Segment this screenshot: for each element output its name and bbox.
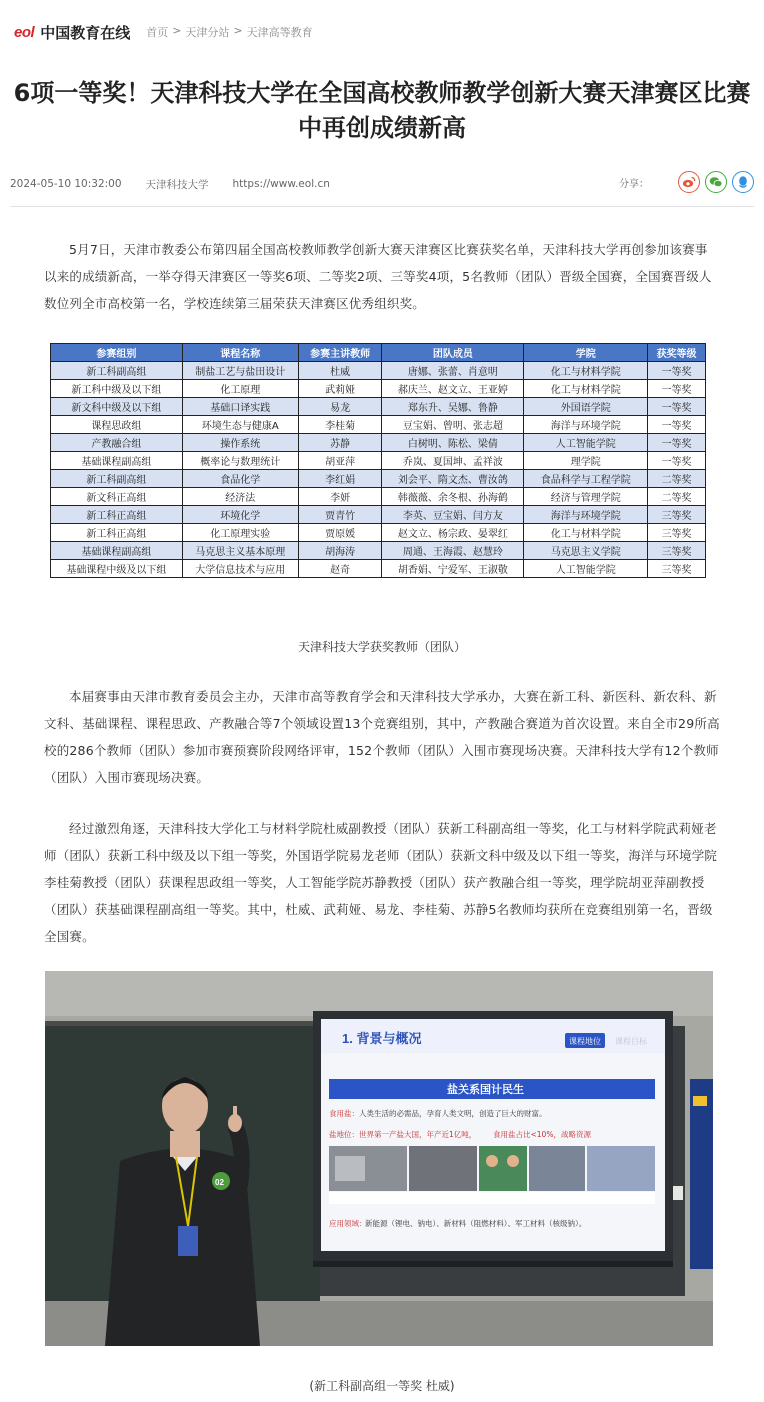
table-cell: 二等奖 [648,488,706,506]
article-title: 6项一等奖！天津科技大学在全国高校教师教学创新大赛天津赛区比赛中再创成绩新高 [13,79,751,142]
table-cell: 人工智能学院 [524,560,648,578]
table-cell: 新工科正高组 [51,506,183,524]
paragraph-event: 本届赛事由天津市教育委员会主办，天津市高等教育学会和天津科技大学承办，大赛在新工科、新医科、新农科、新文科、基础课程、课程思政、产教融合等7个领域设置13个竞赛组别，其中，产教融合赛道为首次设置。来自全市29所高校的286个教师（团队）参加市赛预赛阶段网络评审，152个教师（团队）入围市赛现场决赛。天津科技大学有12个教师（团队）入围市赛现场决赛。 [44,689,720,785]
table-cell: 基础课程副高组 [51,542,183,560]
table-cell: 新文科正高组 [51,488,183,506]
table-row [51,434,706,452]
award-table [50,343,706,578]
table-cell: 基础课程中级及以下组 [51,560,183,578]
table-header-cell: 团队成员 [382,344,524,362]
table-cell: 刘会平、隋文杰、曹汝鸽 [382,470,524,488]
table-row [51,380,706,398]
table-cell: 一等奖 [648,434,706,452]
table-cell: 基础课程副高组 [51,452,183,470]
table-cell: 三等奖 [648,560,706,578]
table-cell: 基础口译实践 [182,398,298,416]
table-cell: 李红娟 [298,470,382,488]
share-bar [619,171,754,193]
slide-line2-text: 世界第一产盐大国，年产近1亿吨， [359,1130,477,1139]
breadcrumb-higher-education[interactable]: 天津高等教育 [246,26,313,39]
table-cell: 马克思主义学院 [524,542,648,560]
table-cell: 三等奖 [648,542,706,560]
table-cell: 白树明、陈松、梁倩 [382,434,524,452]
table-cell: 海洋与环境学院 [524,506,648,524]
breadcrumb-home[interactable]: 首页 [146,26,169,39]
table-cell: 经济与管理学院 [524,488,648,506]
table-cell: 李英、豆宝娟、闫方友 [382,506,524,524]
slide-tab-inactive: 课程目标 [615,1037,647,1046]
weibo-share-button[interactable] [678,171,700,193]
table-cell: 胡海涛 [298,542,382,560]
table-cell: 理学院 [524,452,648,470]
table-cell: 赵奇 [298,560,382,578]
table-cell: 赵文立、杨宗政、晏翠红 [382,524,524,542]
table-cell: 三等奖 [648,524,706,542]
table-cell: 乔岚、夏国坤、孟祥波 [382,452,524,470]
site-logo[interactable] [14,22,130,43]
table-cell: 郑东升、吴娜、鲁静 [382,398,524,416]
table-cell: 贾青竹 [298,506,382,524]
table-cell: 武莉娅 [298,380,382,398]
table-cell: 一等奖 [648,416,706,434]
article-source: 天津科技大学 [145,178,209,191]
site-header [14,20,313,44]
table-cell: 胡香娟、宁爱军、王淑敬 [382,560,524,578]
table-cell: 胡亚萍 [298,452,382,470]
slide-line2-highlight: 食用盐占比<10%，战略资源 [493,1130,591,1139]
table-cell: 操作系统 [182,434,298,452]
table-cell: 二等奖 [648,470,706,488]
table-cell: 新工科副高组 [51,362,183,380]
slide-line1-text: 人类生活的必需品，孕育人类文明，创造了巨大的财富。 [359,1109,547,1118]
table-cell: 新工科副高组 [51,470,183,488]
slide-tab-active: 课程地位 [569,1037,601,1046]
slide-line1-label: 食用盐： [329,1109,359,1118]
table-row [51,488,706,506]
table-cell: 新工科中级及以下组 [51,380,183,398]
breadcrumb-tianjin[interactable]: 天津分站 [185,26,230,39]
table-row [51,416,706,434]
table-header-cell: 参赛组别 [51,344,183,362]
slide-line3-text: 新能源（锂电、钠电）、新材料（阻燃材料）、军工材料（核级钠）。 [365,1219,587,1228]
qq-icon [737,175,749,189]
table-cell: 化工与材料学院 [524,380,648,398]
logo-mark: eol [14,23,35,41]
table-cell: 化工与材料学院 [524,524,648,542]
slide-line3-label: 应用领域： [329,1219,367,1228]
table-cell: 郝庆兰、赵文立、王亚婷 [382,380,524,398]
table-cell: 人工智能学院 [524,434,648,452]
table-cell: 食品科学与工程学院 [524,470,648,488]
header-divider [10,206,754,207]
photo-caption: (新工科副高组一等奖 杜威) [309,1379,455,1393]
table-cell: 李桂菊 [298,416,382,434]
table-cell: 环境化学 [182,506,298,524]
table-cell: 环境生态与健康A [182,416,298,434]
table-cell: 易龙 [298,398,382,416]
table-cell: 一等奖 [648,398,706,416]
table-cell: 一等奖 [648,362,706,380]
table-row [51,398,706,416]
slide-section-title: 1. 背景与概况 [342,1031,422,1046]
table-header-cell: 参赛主讲教师 [298,344,382,362]
paragraph-results: 经过激烈角逐，天津科技大学化工与材料学院杜威副教授（团队）获新工科副高组一等奖，化工与材料学院武莉娅老师（团队）获新工科中级及以下组一等奖，外国语学院易龙老师（团队）获新文科中级及以下组一等奖，海洋与环境学院李桂菊教授（团队）获课程思政组一等奖，人工智能学院苏静教授（团队）获产教融合组一等奖，理学院胡亚萍副教授（团队）获基础课程副高组一等奖。其中，杜威、武莉娅、易龙、李桂菊、苏静5名教师均获所在竞赛组别第一名，晋级全国赛。 [44,821,718,944]
weibo-icon [682,176,696,188]
wechat-share-button[interactable] [705,171,727,193]
breadcrumb [146,24,312,40]
table-cell: 唐娜、张蕾、肖意明 [382,362,524,380]
table-cell: 食品化学 [182,470,298,488]
table-cell: 韩薇薇、余冬根、孙海鹤 [382,488,524,506]
table-header-cell: 课程名称 [182,344,298,362]
table-cell: 化工原理 [182,380,298,398]
table-cell: 新工科正高组 [51,524,183,542]
table-cell: 马克思主义基本原理 [182,542,298,560]
table-cell: 一等奖 [648,380,706,398]
table-cell: 海洋与环境学院 [524,416,648,434]
table-row [51,452,706,470]
table-cell: 苏静 [298,434,382,452]
table-header-cell: 学院 [524,344,648,362]
table-body [51,362,706,578]
table-cell: 课程思政组 [51,416,183,434]
table-cell: 贾原媛 [298,524,382,542]
table-header-cell: 获奖等级 [648,344,706,362]
source-url[interactable]: https://www.eol.cn [232,178,330,190]
badge-number: 02 [215,1178,224,1187]
table-cell: 李妍 [298,488,382,506]
table-row [51,362,706,380]
photo-illustration [45,971,713,1346]
qq-share-button[interactable] [732,171,754,193]
table-cell: 外国语学院 [524,398,648,416]
breadcrumb-separator: > [233,24,243,37]
table-row [51,560,706,578]
table-cell: 周通、王海霞、赵慧玲 [382,542,524,560]
table-row [51,470,706,488]
table-row [51,542,706,560]
wechat-icon [709,176,723,188]
table-cell: 经济法 [182,488,298,506]
table-cell: 大学信息技术与应用 [182,560,298,578]
table-header-row [51,344,706,362]
table-cell: 一等奖 [648,452,706,470]
table-caption: 天津科技大学获奖教师（团队） [297,640,466,654]
slide-banner: 盐关系国计民生 [447,1083,524,1096]
table-row [51,506,706,524]
breadcrumb-separator: > [172,24,182,37]
table-cell: 豆宝娟、曾明、张志超 [382,416,524,434]
table-cell: 三等奖 [648,506,706,524]
table-cell: 产教融合组 [51,434,183,452]
table-cell: 概率论与数理统计 [182,452,298,470]
table-cell: 新文科中级及以下组 [51,398,183,416]
table-cell: 化工原理实验 [182,524,298,542]
table-cell: 杜威 [298,362,382,380]
article-meta [10,176,754,192]
site-name: 中国教育在线 [40,23,131,42]
paragraph-intro: 5月7日，天津市教委公布第四届全国高校教师教学创新大赛天津赛区比赛获奖名单，天津科技大学再创参加该赛事以来的成绩新高，一举夺得天津赛区一等奖6项、二等奖2项、三等奖4项，5名教师（团队）晋级全国赛，全国赛晋级人数位列全市高校第一名，学校连续第三届荣获天津赛区优秀组织奖。 [44,242,712,311]
table-row [51,524,706,542]
event-photo [45,971,713,1346]
table-cell: 化工与材料学院 [524,362,648,380]
slide-line2-label: 盐地位： [329,1130,359,1139]
table-cell: 制盐工艺与盐田设计 [182,362,298,380]
publish-date: 2024-05-10 10:32:00 [10,178,122,190]
share-label: 分享： [619,178,649,190]
